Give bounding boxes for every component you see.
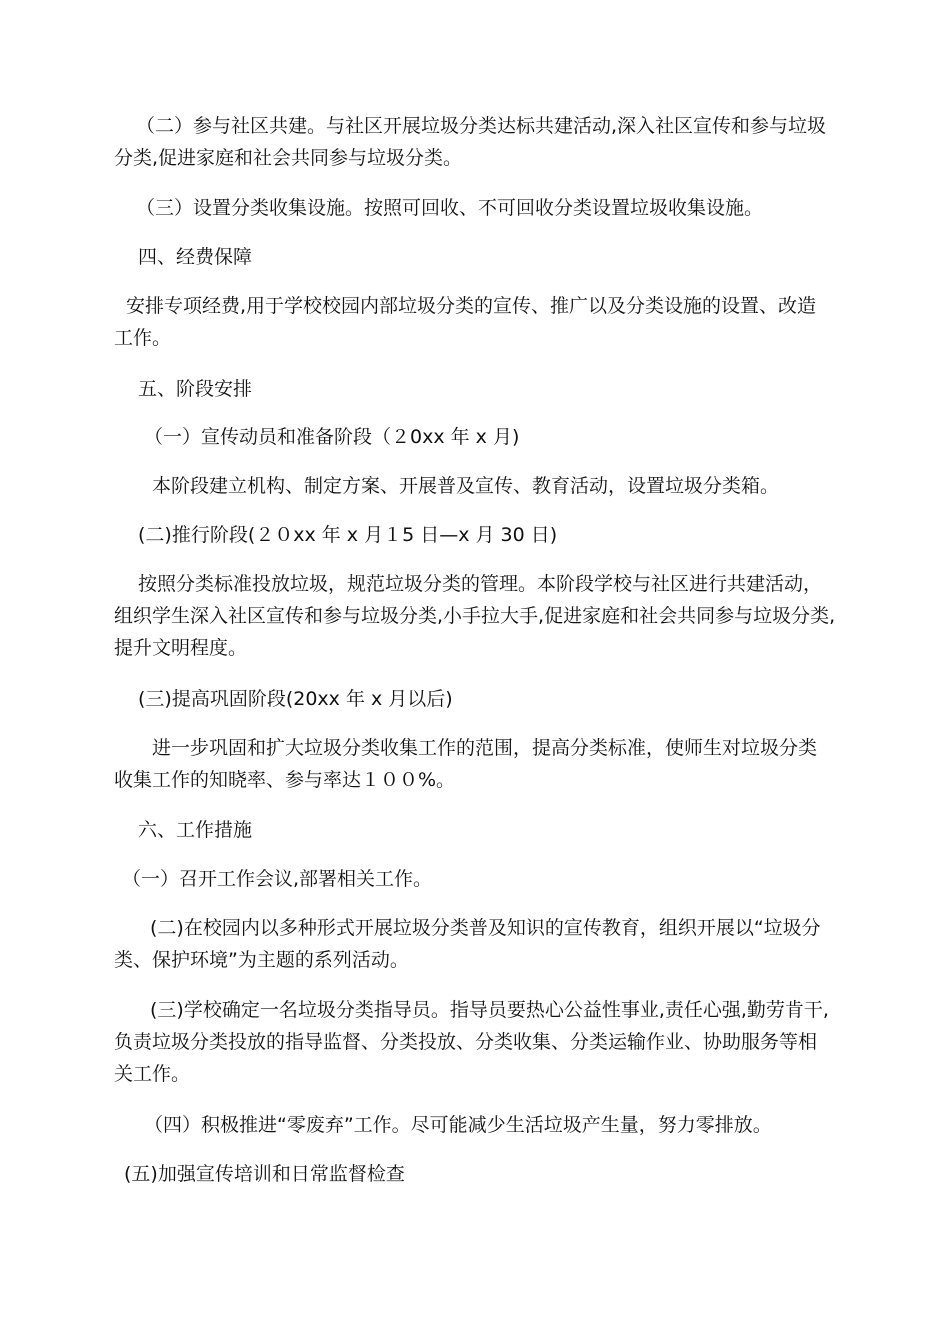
text-line: 安排专项经费,用于学校校园内部垃圾分类的宣传、推广以及分类设施的设置、改造: [126, 295, 817, 317]
text-line: (三)学校确定一名垃圾分类指导员。指导员要热心公益性事业,责任心强,勤劳肯干,: [150, 999, 829, 1021]
text-line: 关工作。: [114, 1063, 191, 1085]
text-line: 五、阶段安排: [138, 378, 253, 400]
section-heading-phases: [114, 373, 844, 405]
text-line: 提升文明程度。: [114, 637, 248, 659]
section-heading-measures: [114, 814, 844, 846]
text-line: 分类,促进家庭和社会共同参与垃圾分类。: [114, 147, 463, 169]
text-line: （二）参与社区共建。与社区开展垃圾分类达标共建活动,深入社区宣传和参与垃圾: [136, 115, 827, 137]
text-line: 按照分类标准投放垃圾，规范垃圾分类的管理。本阶段学校与社区进行共建活动，: [138, 573, 823, 595]
text-line: (三)提高巩固阶段(20xx 年 x 月以后): [138, 688, 453, 710]
phase-heading-implementation: [114, 519, 844, 551]
phase-heading-consolidation: [114, 683, 844, 715]
text-line: （一）宣传动员和准备阶段（２0xx 年 x 月): [144, 426, 520, 448]
text-line: 进一步巩固和扩大垃圾分类收集工作的范围，提高分类标准，使师生对垃圾分类: [152, 737, 818, 759]
text-line: （三）设置分类收集设施。按照可回收、不可回收分类设置垃圾收集设施。: [136, 197, 764, 219]
measure-item-instructor: [114, 994, 844, 1090]
text-line: (五)加强宣传培训和日常监督检查: [124, 1163, 405, 1185]
paragraph-implementation: [114, 568, 844, 664]
text-line: 四、经费保障: [138, 246, 253, 268]
phase-heading-preparation: [114, 421, 844, 453]
paragraph-collection-facilities: [114, 192, 844, 224]
measure-item-meeting: [114, 863, 844, 895]
text-line: （四）积极推进“零废弃”工作。尽可能减少生活垃圾产生量，努力零排放。: [144, 1114, 772, 1136]
text-line: 组织学生深入社区宣传和参与垃圾分类,小手拉大手,促进家庭和社会共同参与垃圾分类,: [114, 605, 836, 627]
text-line: 本阶段建立机构、制定方案、开展普及宣传、教育活动，设置垃圾分类箱。: [152, 475, 780, 497]
measure-item-training: [114, 1158, 844, 1190]
text-line: 六、工作措施: [138, 819, 253, 841]
text-line: 收集工作的知晓率、参与率达１００%。: [114, 769, 456, 791]
paragraph-funding: [114, 290, 844, 354]
text-line: 负责垃圾分类投放的指导监督、分类投放、分类收集、分类运输作业、协助服务等相: [114, 1031, 818, 1053]
paragraph-consolidation: [114, 732, 844, 796]
measure-item-education: [114, 912, 844, 976]
paragraph-preparation: [114, 470, 844, 502]
text-line: 工作。: [114, 327, 172, 349]
text-line: (二)推行阶段(２０xx 年 x 月１5 日—x 月 30 日): [138, 524, 558, 546]
paragraph-community-co-build: [114, 110, 844, 174]
text-line: 类、保护环境”为主题的系列活动。: [114, 949, 409, 971]
text-line: （一）召开工作会议,部署相关工作。: [122, 868, 433, 890]
section-heading-funding: [114, 241, 844, 273]
text-line: (二)在校园内以多种形式开展垃圾分类普及知识的宣传教育，组织开展以“垃圾分: [150, 917, 821, 939]
measure-item-zero-waste: [114, 1109, 844, 1141]
